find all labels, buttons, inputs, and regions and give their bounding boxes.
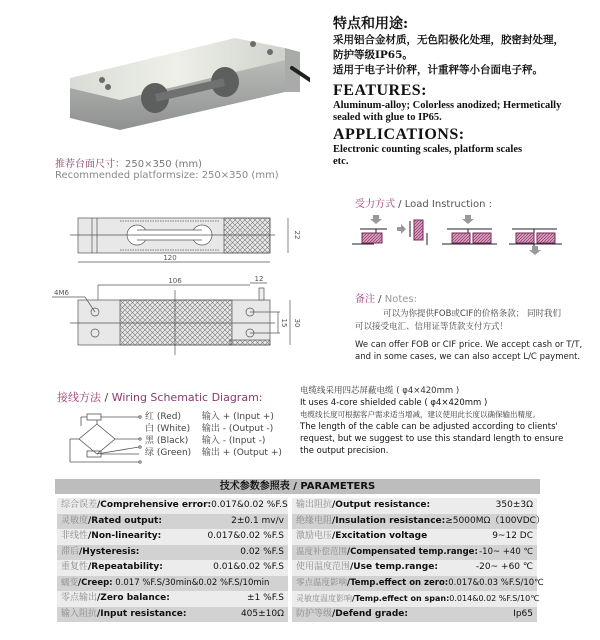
param-row: 使用温度范围/Use temp.range: -20~ +60 ℃: [292, 560, 537, 576]
load-diagrams: [352, 215, 577, 255]
platform-cn-value: 250×350 (mm): [125, 159, 203, 170]
applications-line-1: Electronic counting scales, platform scales: [333, 144, 523, 155]
load-en-label: Load Instruction :: [404, 199, 492, 210]
platform-en-text: Recommended platformsize: 250×350 (mm): [55, 170, 279, 181]
applications-heading: APPLICATIONS:: [333, 126, 465, 143]
param-row: 非线性/Non-linearity: 0.017&0.02 %F.S: [57, 529, 288, 545]
wire-red: 红 (Red) 输入 + (Input +): [145, 412, 274, 422]
wiring-label: [57, 389, 263, 405]
wire-white: 白 (White) 输出 - (Output -): [145, 424, 274, 434]
cable-en-4: the output precision.: [300, 446, 389, 456]
params-right-column: [292, 498, 545, 622]
platform-size: [55, 155, 279, 181]
cable-en-3: request, but we suggest to use this standard length to ensure: [300, 434, 564, 444]
platform-cn-label: 推荐台面尺寸：: [55, 159, 125, 170]
param-row: 灵敏度/Rated output: 2±0.1 mv/v: [57, 514, 288, 530]
param-row: 灵敏度温度影响/Temp.effect on span: 0.014&0.02 %F.S/10℃: [292, 591, 537, 607]
cn-title: 特点和用途:: [333, 16, 409, 32]
technical-drawing: [40, 205, 305, 355]
intro-block: [333, 13, 598, 168]
notes-cn-2: 可以接受电汇、信用证等货款支付方式！: [355, 322, 509, 332]
applications-line-2: etc.: [333, 156, 349, 167]
product-photo: [60, 30, 310, 130]
param-row: 蠕变/Creep: 0.017 %F.S/30min&0.02 %F.S/10min: [57, 576, 288, 592]
param-row: 零点输出/Zero balance: ±1 %F.S: [57, 591, 288, 607]
dim-hole-spacing: 106: [168, 277, 182, 285]
param-row: 防护等级/Defend grade: Ip65: [292, 607, 537, 623]
notes-cn-label: 备注: [355, 294, 375, 305]
dim-hole-pitch: 15: [280, 318, 288, 328]
load-cn-label: 受力方式: [355, 199, 395, 210]
cable-block: [300, 385, 595, 457]
wire-black: 黑 (Black) 输入 - (Input -): [145, 436, 266, 446]
notes-en-2: and in some cases, we can also accept L/C payment.: [355, 352, 581, 362]
wiring-cn-label: 接线方法: [57, 391, 101, 404]
cable-cn-2: 电缆线长度可根据客户需求适当增减，建议使用此长度以确保输出精度。: [300, 410, 540, 419]
param-row: 温度补偿范围/Compensated temp.range: -10~ +40 ℃: [292, 545, 537, 561]
dim-width: 22: [293, 230, 301, 240]
cn-line-3: 适用于电子计价秤，计重秤等小台面电子秤。: [333, 64, 543, 76]
load-sep: /: [395, 199, 405, 210]
cn-line-1: 采用铝合金材质，无色阳极化处理，胶密封处理，: [333, 34, 564, 46]
features-line-1: Aluminum-alloy; Colorless anodized; Hermetically: [333, 100, 562, 111]
notes-block: [355, 290, 600, 305]
param-row: 输入阻抗/Input resistance: 405±10Ω: [57, 607, 288, 623]
dim-length: 120: [163, 254, 177, 262]
param-row: 综合误差/Comprehensive error: 0.017&0.02 %F.S: [57, 498, 288, 514]
dim-edge-offset: 12: [254, 275, 264, 283]
param-row: 重复性/Repeatability: 0.01&0.02 %F.S: [57, 560, 288, 576]
wire-green: 绿 (Green) 输出 + (Output +): [145, 448, 282, 458]
arrow-right-icon: [397, 224, 406, 234]
param-row: 滞后/Hysteresis: 0.02 %F.S: [57, 545, 288, 561]
features-line-2: sealed with glue to IP65.: [333, 112, 442, 123]
cable-en-2: The length of the cable can be adjusted according to clients': [300, 422, 558, 432]
notes-en-1: We can offer FOB or CIF price. We accept cash or T/T,: [355, 340, 583, 350]
notes-cn-1: 可以为你提供FOB或CIF的价格条款； 同时我们: [383, 309, 561, 319]
wiring-list: [145, 411, 282, 459]
cable-en-1: It uses 4-core shielded cable ( φ4×420mm ): [300, 398, 488, 408]
params-left-column: [57, 498, 288, 622]
param-row: 绝缘电阻/Insulation resistance: ≥5000MΩ（100VDC）: [292, 514, 537, 530]
params-title: 技术参数参照表 / PARAMETERS: [55, 479, 540, 494]
dim-height: 30: [293, 318, 301, 328]
wheatstone-bridge-diagram: [65, 412, 145, 467]
param-row: 输出阻抗/Output resistance: 350±3Ω: [292, 498, 537, 514]
param-row: 零点温度影响/Temp.effect on zero: 0.017&0.03 %F.S/10℃: [292, 576, 537, 592]
dim-thread: 4M6: [54, 289, 69, 297]
cn-line-2: 防护等级IP65。: [333, 49, 413, 61]
load-instruction-label: [355, 195, 492, 210]
notes-en-label: Notes:: [384, 294, 417, 305]
notes-text: [355, 308, 600, 363]
wiring-en-label: Wiring Schematic Diagram:: [111, 391, 263, 404]
cable-cn-1: 电缆线采用四芯屏蔽电缆 ( φ4×420mm ): [300, 386, 460, 396]
notes-sep: /: [375, 294, 385, 305]
param-row: 激励电压/Excitation voltage 9~12 DC: [292, 529, 537, 545]
wiring-sep: /: [101, 391, 112, 404]
arrow-down-icon: [370, 215, 382, 224]
features-heading: FEATURES:: [333, 82, 427, 99]
arrow-down-icon: [529, 246, 541, 255]
